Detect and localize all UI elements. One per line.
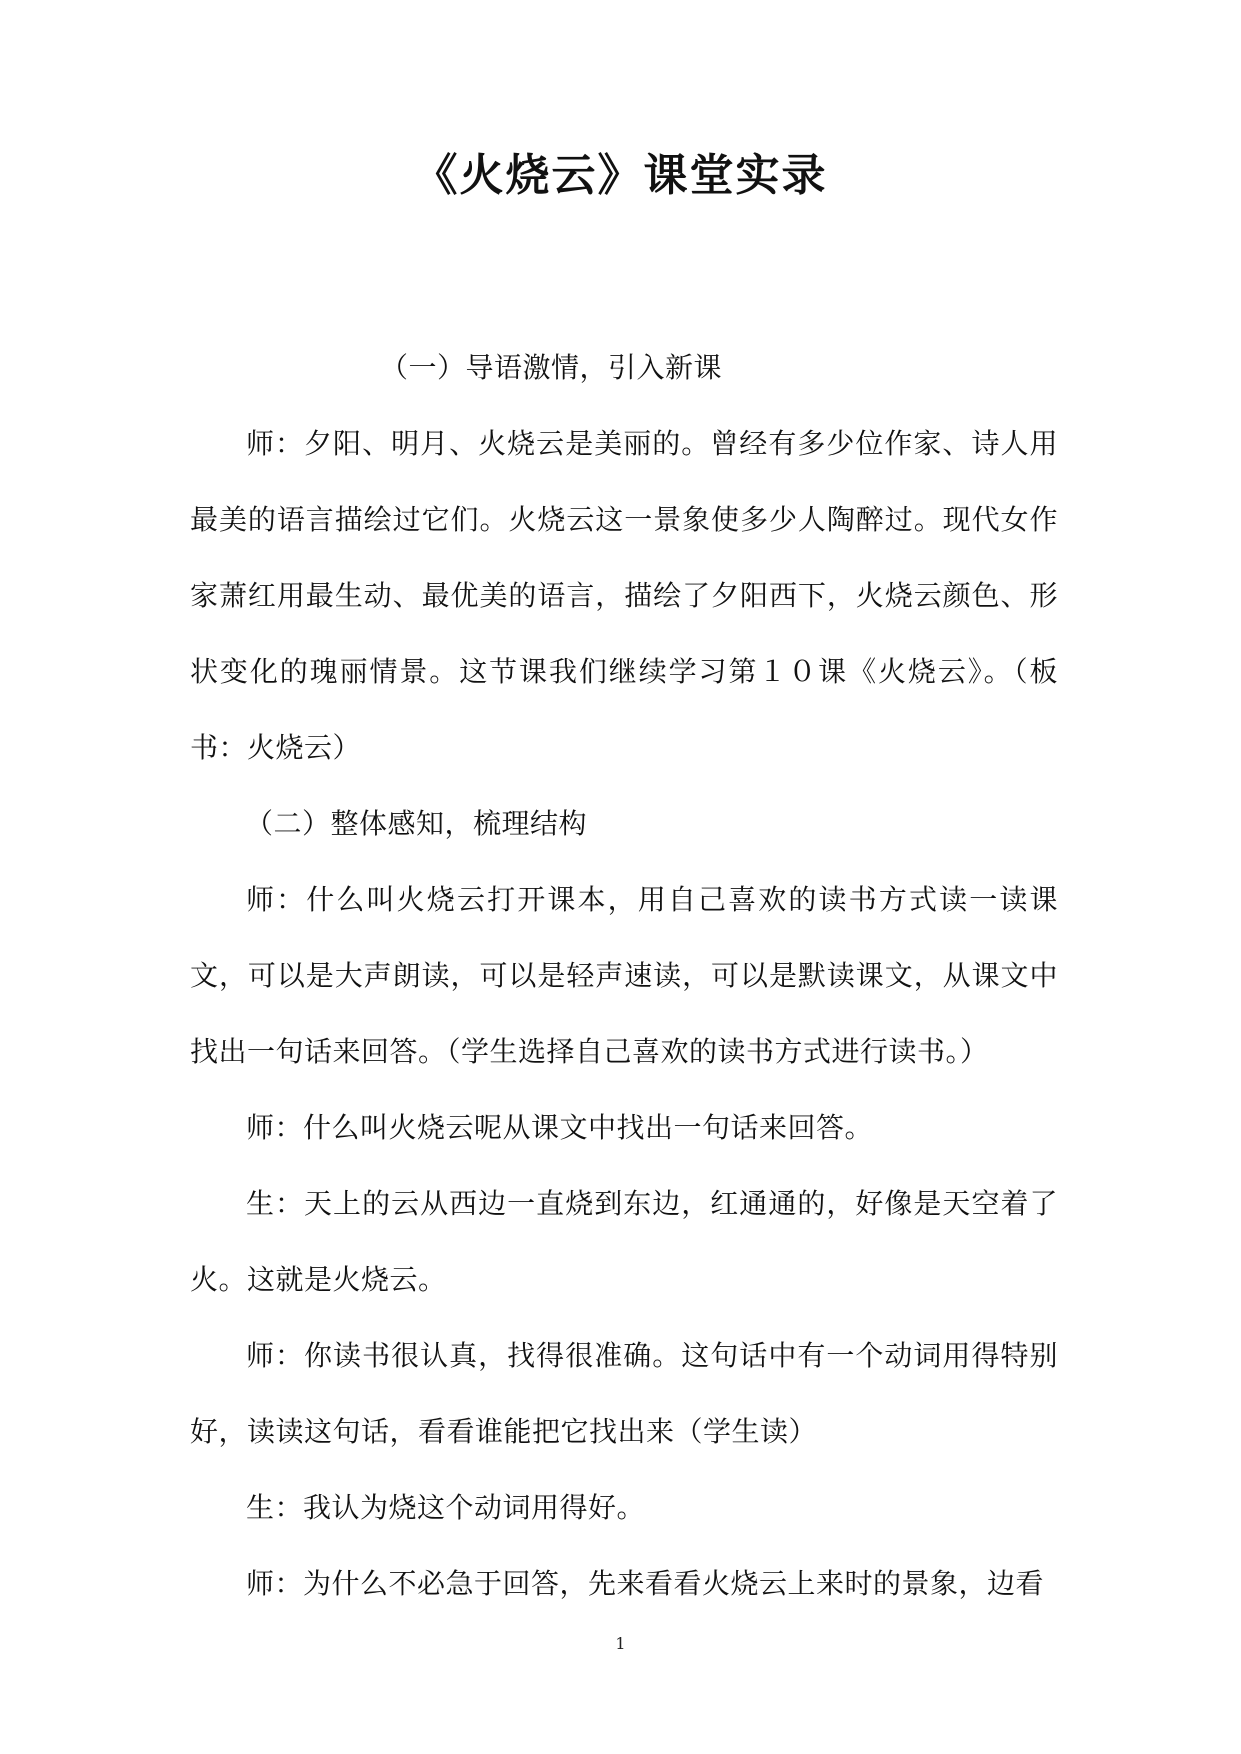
paragraph: 师：什么叫火烧云呢从课文中找出一句话来回答。 xyxy=(246,1111,874,1144)
paragraph: 师：为什么不必急于回答，先来看看火烧云上来时的景象，边看 xyxy=(246,1567,1045,1600)
paragraph: 师：你读书很认真，找得很准确。这句话中有一个动词用得特别好，读读这句话，看看谁能把它找出来（学生读） xyxy=(190,1339,1058,1448)
section-heading-1: （一）导语激情，引入新课 xyxy=(380,351,723,384)
paragraph: 生：天上的云从西边一直烧到东边，红通通的，好像是天空着了火。这就是火烧云。 xyxy=(190,1187,1058,1296)
paragraph: 生：我认为烧这个动词用得好。 xyxy=(246,1491,646,1524)
page-number: 1 xyxy=(615,1634,626,1653)
paragraph: 师：夕阳、明月、火烧云是美丽的。曾经有多少位作家、诗人用最美的语言描绘过它们。火烧云这一景象使多少人陶醉过。现代女作家萧红用最生动、最优美的语言，描绘了夕阳西下，火烧云颜色、形状变化的瑰丽情景。这节课我们继续学习第１０课《火烧云》。（板书：火烧云） xyxy=(190,427,1058,764)
document-title: 《火烧云》课堂实录 xyxy=(413,150,828,201)
document-body xyxy=(190,330,1058,1622)
paragraph: 师：什么叫火烧云打开课本，用自己喜欢的读书方式读一读课文，可以是大声朗读，可以是轻声速读，可以是默读课文，从课文中找出一句话来回答。（学生选择自己喜欢的读书方式进行读书。） xyxy=(190,883,1058,1068)
section-heading-2: （二）整体感知，梳理结构 xyxy=(245,807,588,840)
